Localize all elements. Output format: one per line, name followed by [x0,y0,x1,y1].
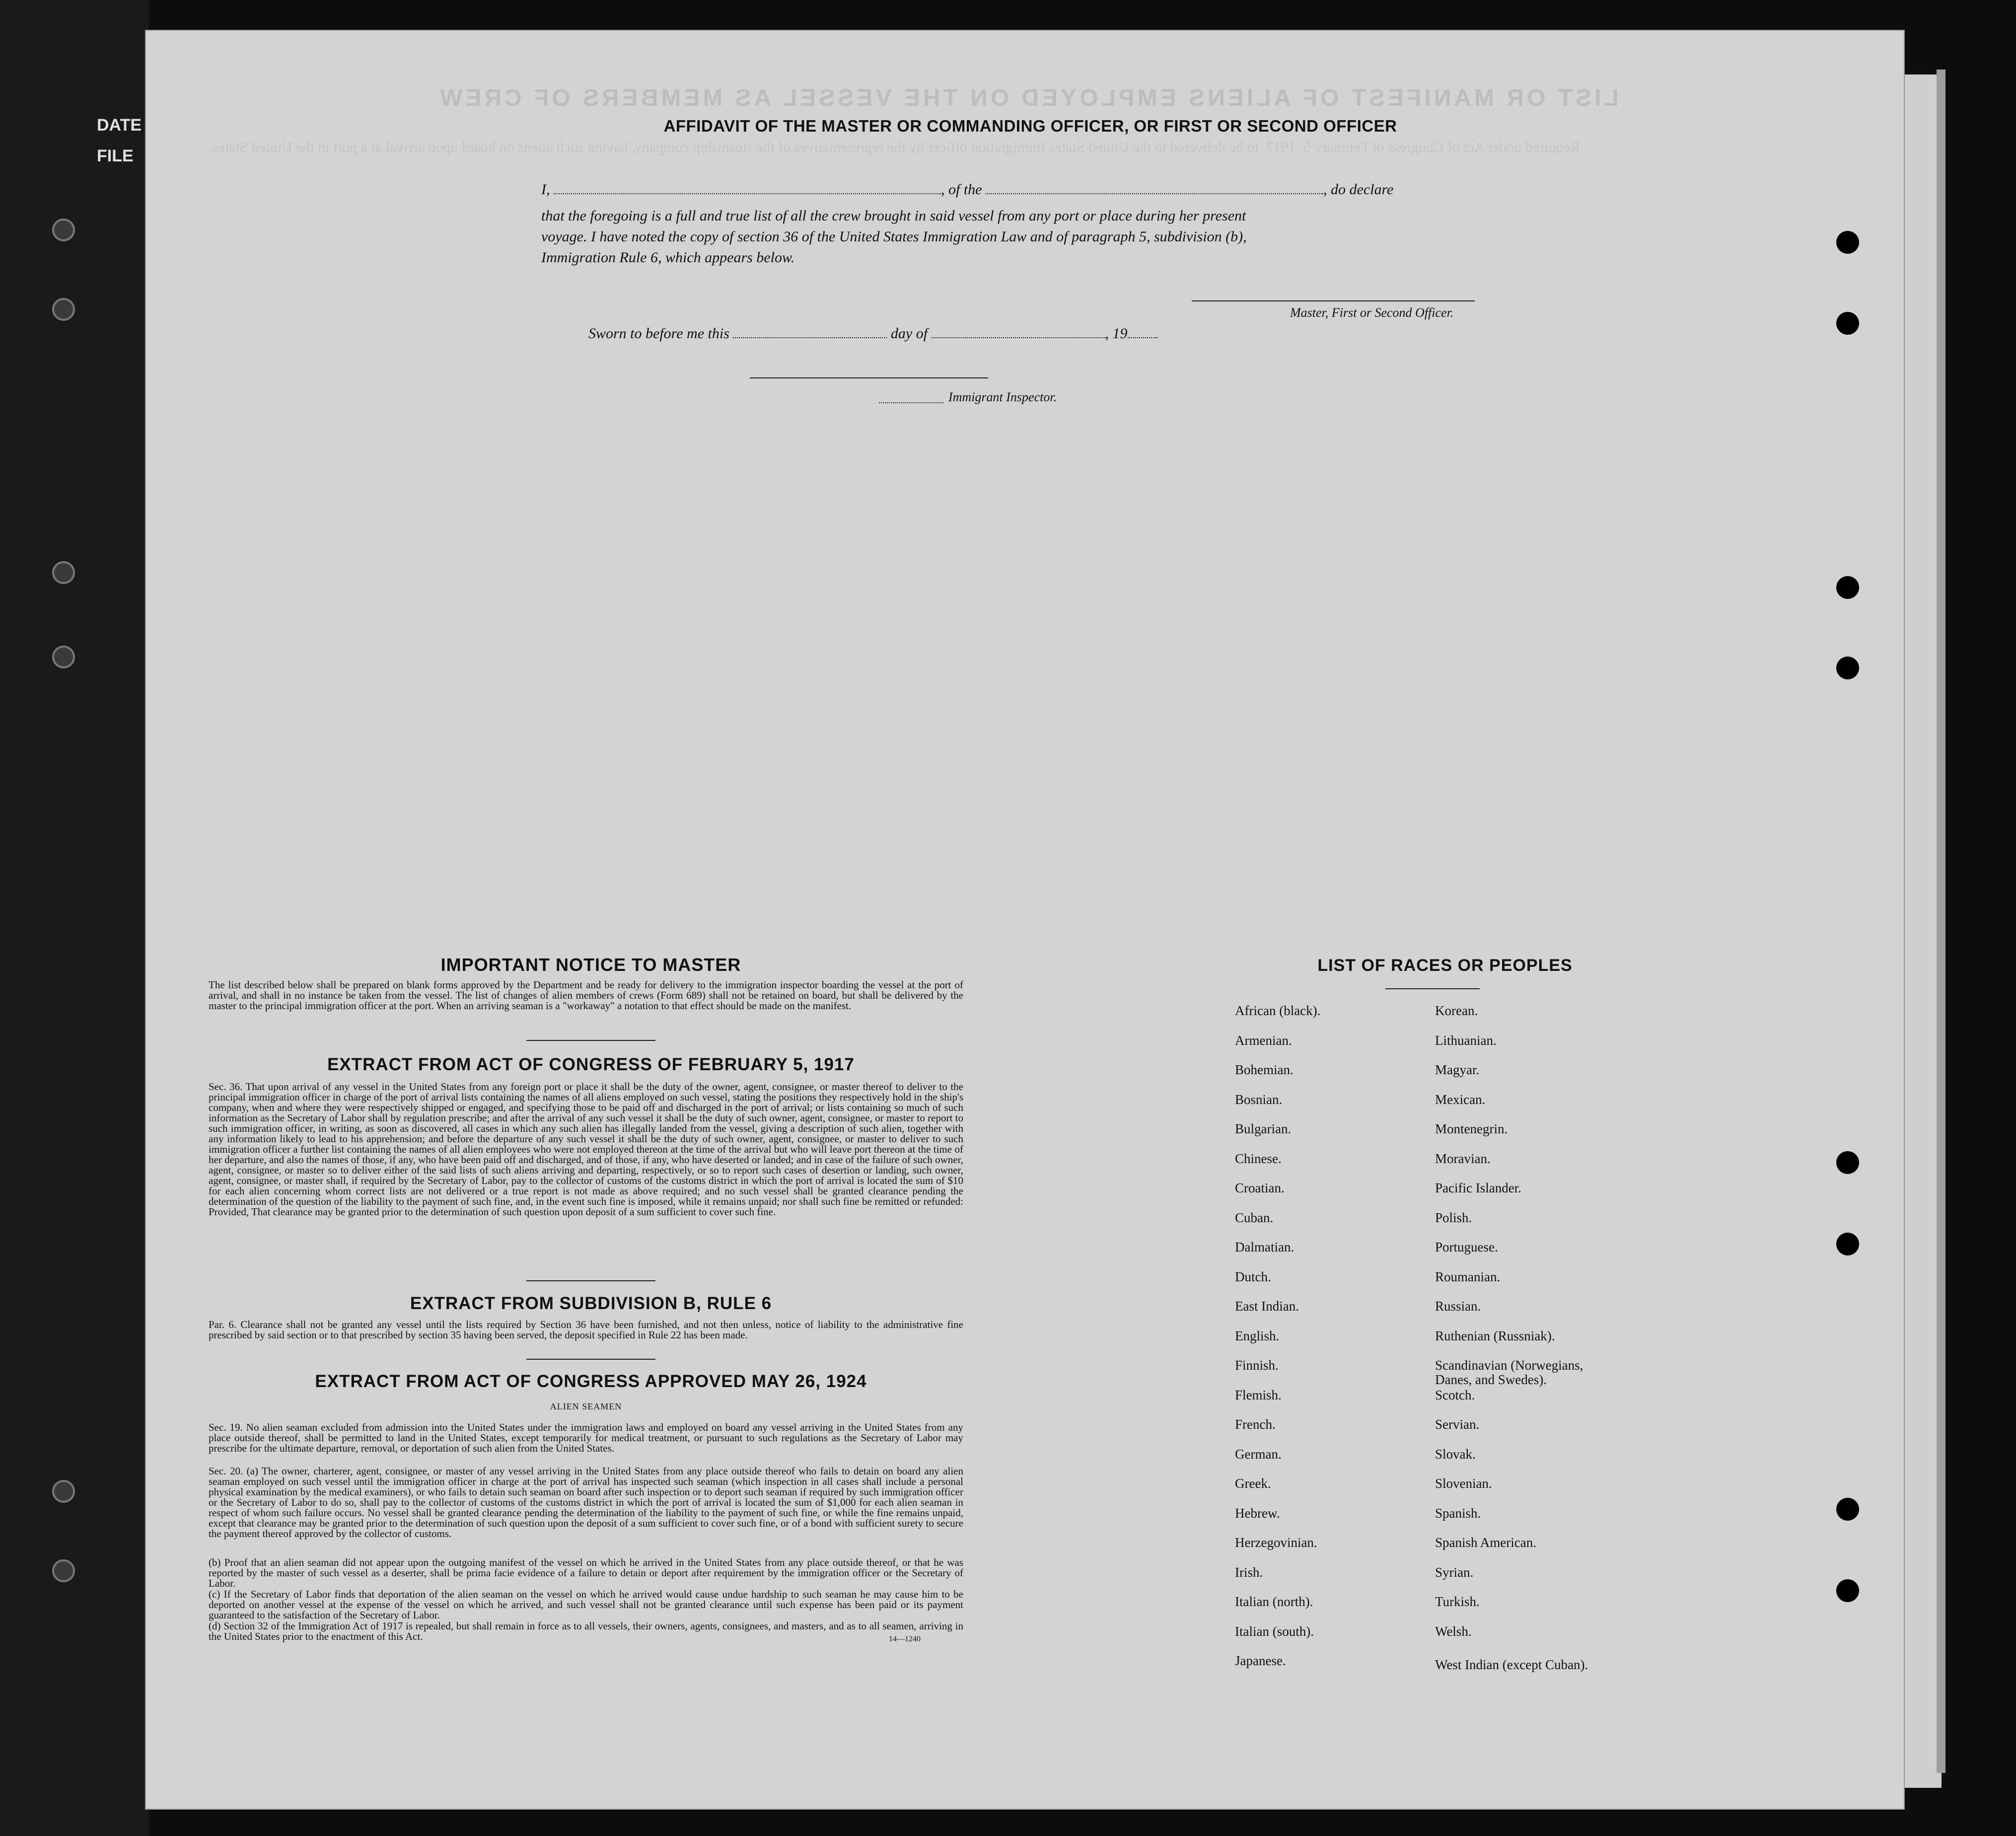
race-item: Flemish. [1235,1387,1282,1402]
binder-ring-icon [52,298,75,321]
race-item: Dalmatian. [1235,1240,1295,1254]
race-item: Servian. [1435,1417,1480,1432]
punch-hole-icon [1836,312,1859,335]
race-item: Pacific Islander. [1435,1180,1521,1195]
punch-hole-icon [1836,576,1859,599]
affidavit-do-declare: , do declare [1323,181,1394,198]
sworn-year: , 19 [1105,325,1128,342]
separator [526,1359,655,1360]
punch-hole-icon [1836,1151,1859,1174]
race-item: Welsh. [1435,1623,1472,1639]
punch-hole-icon [1836,657,1859,679]
sworn-line [588,325,1582,342]
race-item-continuation: Danes, and Swedes). [1435,1372,1547,1387]
races-heading-underline [1385,988,1480,989]
binder-ring-icon [52,219,75,241]
race-item: West Indian (except Cuban). [1435,1657,1588,1672]
master-signature-label: Master, First or Second Officer. [1290,305,1454,320]
race-item: Mexican. [1435,1092,1486,1107]
race-item: Herzegovinian. [1235,1535,1317,1550]
race-item: Armenian. [1235,1032,1292,1048]
document-page [145,30,1905,1810]
race-item: Slovenian. [1435,1476,1492,1491]
sworn-year-blank [1128,337,1157,338]
race-item: Spanish American. [1435,1535,1536,1550]
affidavit-title: AFFIDAVIT OF THE MASTER OR COMMANDING OFFICER, OR FIRST OR SECOND OFFICER [663,117,1397,135]
underlying-page-shadow [1937,70,1945,1773]
race-item: Dutch. [1235,1269,1271,1284]
race-item: East Indian. [1235,1299,1299,1314]
margin-label-file: FILE [97,147,134,165]
extract-1917-text: Sec. 36. That upon arrival of any vessel in the United States from any foreign port or place it shall be the duty of the owner, agent, consignee, or master thereof to deliver to the principal immigration officer in charge of the port of arrival lists containing the names of all aliens employed on such vessel, stating the positions they respectively hold in the ship's company, when and where they were respectively shipped or engaged, and specifying those to be paid off and discharged in the port of arrival; or lists containing so much of such information as the Secretary of Labor shall by regulation prescribe; and after the arrival of any such vessel it shall be the duty of such owner, agent, consignee, or master to report to such immigration officer, in writing, as soon as discovered, all cases in which any such alien has illegally landed from the vessel, giving a description of such alien, together with any information likely to lead to his apprehension; and before the departure of any such vessel it shall be the duty of such owner, agent, consignee, or master to deliver to such immigration officer a further list containing the names of all alien employees who were not employed thereon at the time of the arrival but who will leave port thereon at the time of her departure, and also the names of those, if any, who have been paid off and discharged, and of those, if any, who have deserted or landed; and in case of the failure of such owner, agent, consignee, or master so to deliver either of the said lists of such aliens arriving and departing, respectively, or so to report such cases of desertion or landing, such owner, agent, consignee, or master shall, if required by the Secretary of Labor, pay to the collector of customs of the customs district in which the port of arrival is located the sum of $10 for each alien concerning whom correct lists are not delivered or a true report is not made as above required; and no such vessel shall be granted clearance pending the determination of the question of the liability to the payment of such fine, and, in the event such fine is imposed, while it remains unpaid; nor shall such fine be remitted or refunded: Provided, That clearance may be granted prior to the determination of such question upon deposit of a sum sufficient to cover such fine. [209,1081,963,1218]
notice-text: The list described below shall be prepared on blank forms approved by the Department and be ready for delivery to the immigration inspector boarding the vessel at the port of arrival, and shall in no instance be taken from the vessel. The list of changes of alien members of crews (Form 689) shall not be retained on board, but shall be delivered by the master to the principal immigration officer at the port. When an arriving seaman is a "workaway" a notation to that effect should be made on the manifest. [209,979,963,1012]
race-item: Irish. [1235,1564,1263,1580]
extract-1924-heading: EXTRACT FROM ACT OF CONGRESS APPROVED MAY 26, 1924 [315,1372,867,1391]
race-item: Ruthenian (Russniak). [1435,1328,1555,1343]
form-number: 14—1240 [889,1635,921,1643]
punch-hole-icon [1836,1498,1859,1521]
inspector-dotted-lead [879,402,943,403]
notice-heading: IMPORTANT NOTICE TO MASTER [440,955,741,975]
inspector-signature-line [750,377,988,378]
sworn-month-blank [932,337,1105,338]
race-item: French. [1235,1417,1276,1432]
race-item: Bohemian. [1235,1062,1294,1077]
race-item: Japanese. [1235,1653,1286,1668]
race-item: Chinese. [1235,1151,1282,1166]
race-item: Bulgarian. [1235,1121,1292,1136]
extract-1924-sec20c: (c) If the Secretary of Labor finds that deportation of the alien seaman on the vessel on which he arrived would cause undue hardship to such seaman he may cause him to be deported on another vessel at the expense of the vessel on which he arrived, and such vessel shall not be granted clearance until such expense has been paid or its payment guaranteed to the satisfaction of the Secretary of Labor. [209,1588,963,1621]
binder-ring-icon [52,646,75,668]
race-item: Lithuanian. [1435,1032,1497,1048]
race-item: Italian (north). [1235,1594,1313,1609]
race-item: Moravian. [1435,1151,1491,1166]
affidavit-of-the: , of the [941,181,982,198]
race-item: Montenegrin. [1435,1121,1508,1136]
race-item: Russian. [1435,1299,1481,1314]
alien-seamen-subheading: ALIEN SEAMEN [550,1401,622,1411]
name-blank [554,193,941,194]
race-item: Bosnian. [1235,1092,1283,1107]
bleed-through-subtitle: Required under Act of Congress of February 5, 1917, to be delivered to the United States Immigration officer by the representatives of the steamship company, having such aliens on board upon arrival at a port in the United States. [209,139,1580,155]
race-item: Slovak. [1435,1446,1476,1462]
race-item: African (black). [1235,1003,1321,1018]
extract-1924-sec20b: (b) Proof that an alien seaman did not appear upon the outgoing manifest of the vessel on which he arrived in the United States from any place outside thereof, or that he was reported by the master of such vessel as a deserter, shall be prima facie evidence of a failure to detain or deport after requirement by the immigration officer or the Secretary of Labor. [209,1556,963,1589]
extract-rule6-heading: EXTRACT FROM SUBDIVISION B, RULE 6 [410,1294,772,1313]
affidavit-line-2: that the foregoing is a full and true list of all the crew brought in said vessel from any port or place during her present [541,208,1246,224]
affidavit-line-3: voyage. I have noted the copy of section 36 of the United States Immigration Law and of paragraph 5, subdivision (b), [541,228,1247,245]
affidavit-i: I, [541,181,550,198]
inspector-signature-label: Immigrant Inspector. [948,390,1057,404]
punch-hole-icon [1836,231,1859,254]
race-item: Roumanian. [1435,1269,1501,1284]
sworn-day-blank [733,337,887,338]
extract-rule6-text: Par. 6. Clearance shall not be granted any vessel until the lists required by Section 36 have been furnished, and not then unless, notice of liability to the administrative fine prescribed by said section or to that prescribed by section 35 having been served, the deposit specified in Rule 22 has been made. [209,1319,963,1341]
race-item: Croatian. [1235,1180,1285,1195]
race-item: Cuban. [1235,1210,1274,1225]
margin-label-date: DATE [97,116,142,135]
binder-ring-icon [52,1480,75,1503]
binder-ring-icon [52,561,75,584]
sworn-day-of: day of [890,325,928,342]
master-signature-line [1192,300,1475,301]
race-item: Finnish. [1235,1358,1279,1373]
race-item: English. [1235,1328,1280,1343]
vessel-blank [986,193,1323,194]
race-item: Greek. [1235,1476,1271,1491]
extract-1924-sec20a: Sec. 20. (a) The owner, charterer, agent, consignee, or master of any vessel arriving in the United States from any place outside thereof who fails to detain on board any alien seaman employed on such vessel until the immigration officer in charge at the port of arrival has inspected such seaman (which inspection in all cases shall include a personal physical examination by the medical examiners), or who fails to detain such seaman on board after such inspection or to deport such seaman if required by such immigration officer or the Secretary of Labor to do so, shall pay to the collector of customs of the customs district in which the port of arrival is located the sum of $1,000 for each alien seaman in respect of whom such failure occurs. No vessel shall be granted clearance pending the determination of the liability to the payment of such fine, or while the fine remains unpaid, except that clearance may be granted prior to the determination of such question upon the deposit of a sum sufficient to cover such fine, or of a bond with sufficient surety to secure the payment thereof approved by the collector of customs. [209,1465,963,1540]
extract-1917-heading: EXTRACT FROM ACT OF CONGRESS OF FEBRUARY 5, 1917 [327,1055,855,1074]
race-item: Polish. [1435,1210,1472,1225]
race-item: German. [1235,1446,1282,1462]
race-item: Syrian. [1435,1564,1474,1580]
bleed-through-title: LIST OR MANIFEST OF ALIENS EMPLOYED ON THE VESSEL AS MEMBERS OF CREW [437,85,1619,111]
race-item: Hebrew. [1235,1505,1280,1521]
left-scan-margin [0,0,149,1836]
extract-1924-sec19: Sec. 19. No alien seaman excluded from admission into the United States under the immigration laws and employed on board any vessel arriving in the United States from any place outside thereof, shall be permitted to land in the United States, except temporarily for medical treatment, or pursuant to such regulations as the Secretary of Labor may prescribe for the ultimate departure, removal, or deportation of such alien from the United States. [209,1421,963,1454]
separator [526,1280,655,1281]
separator [526,1040,655,1041]
race-item: Italian (south). [1235,1623,1314,1639]
punch-hole-icon [1836,1579,1859,1602]
races-heading: LIST OF RACES OR PEOPLES [1317,956,1573,975]
race-item: Turkish. [1435,1594,1480,1609]
race-item: Portuguese. [1435,1240,1498,1254]
sworn-text: Sworn to before me this [588,325,729,342]
affidavit-line-4: Immigration Rule 6, which appears below. [541,249,795,266]
race-item: Magyar. [1435,1062,1480,1077]
affidavit-line-1 [541,181,1534,198]
binder-ring-icon [52,1559,75,1582]
race-item: Korean. [1435,1003,1478,1018]
punch-hole-icon [1836,1233,1859,1255]
extract-1924-sec20d: (d) Section 32 of the Immigration Act of 1917 is repealed, but shall remain in force as to all vessels, their owners, agents, consignees, and masters, and as to all seamen, arriving in the United States prior to the enactment of this Act. [209,1620,963,1642]
race-item: Spanish. [1435,1505,1481,1521]
race-item: Scotch. [1435,1387,1475,1402]
race-item: Scandinavian (Norwegians, [1435,1358,1584,1373]
